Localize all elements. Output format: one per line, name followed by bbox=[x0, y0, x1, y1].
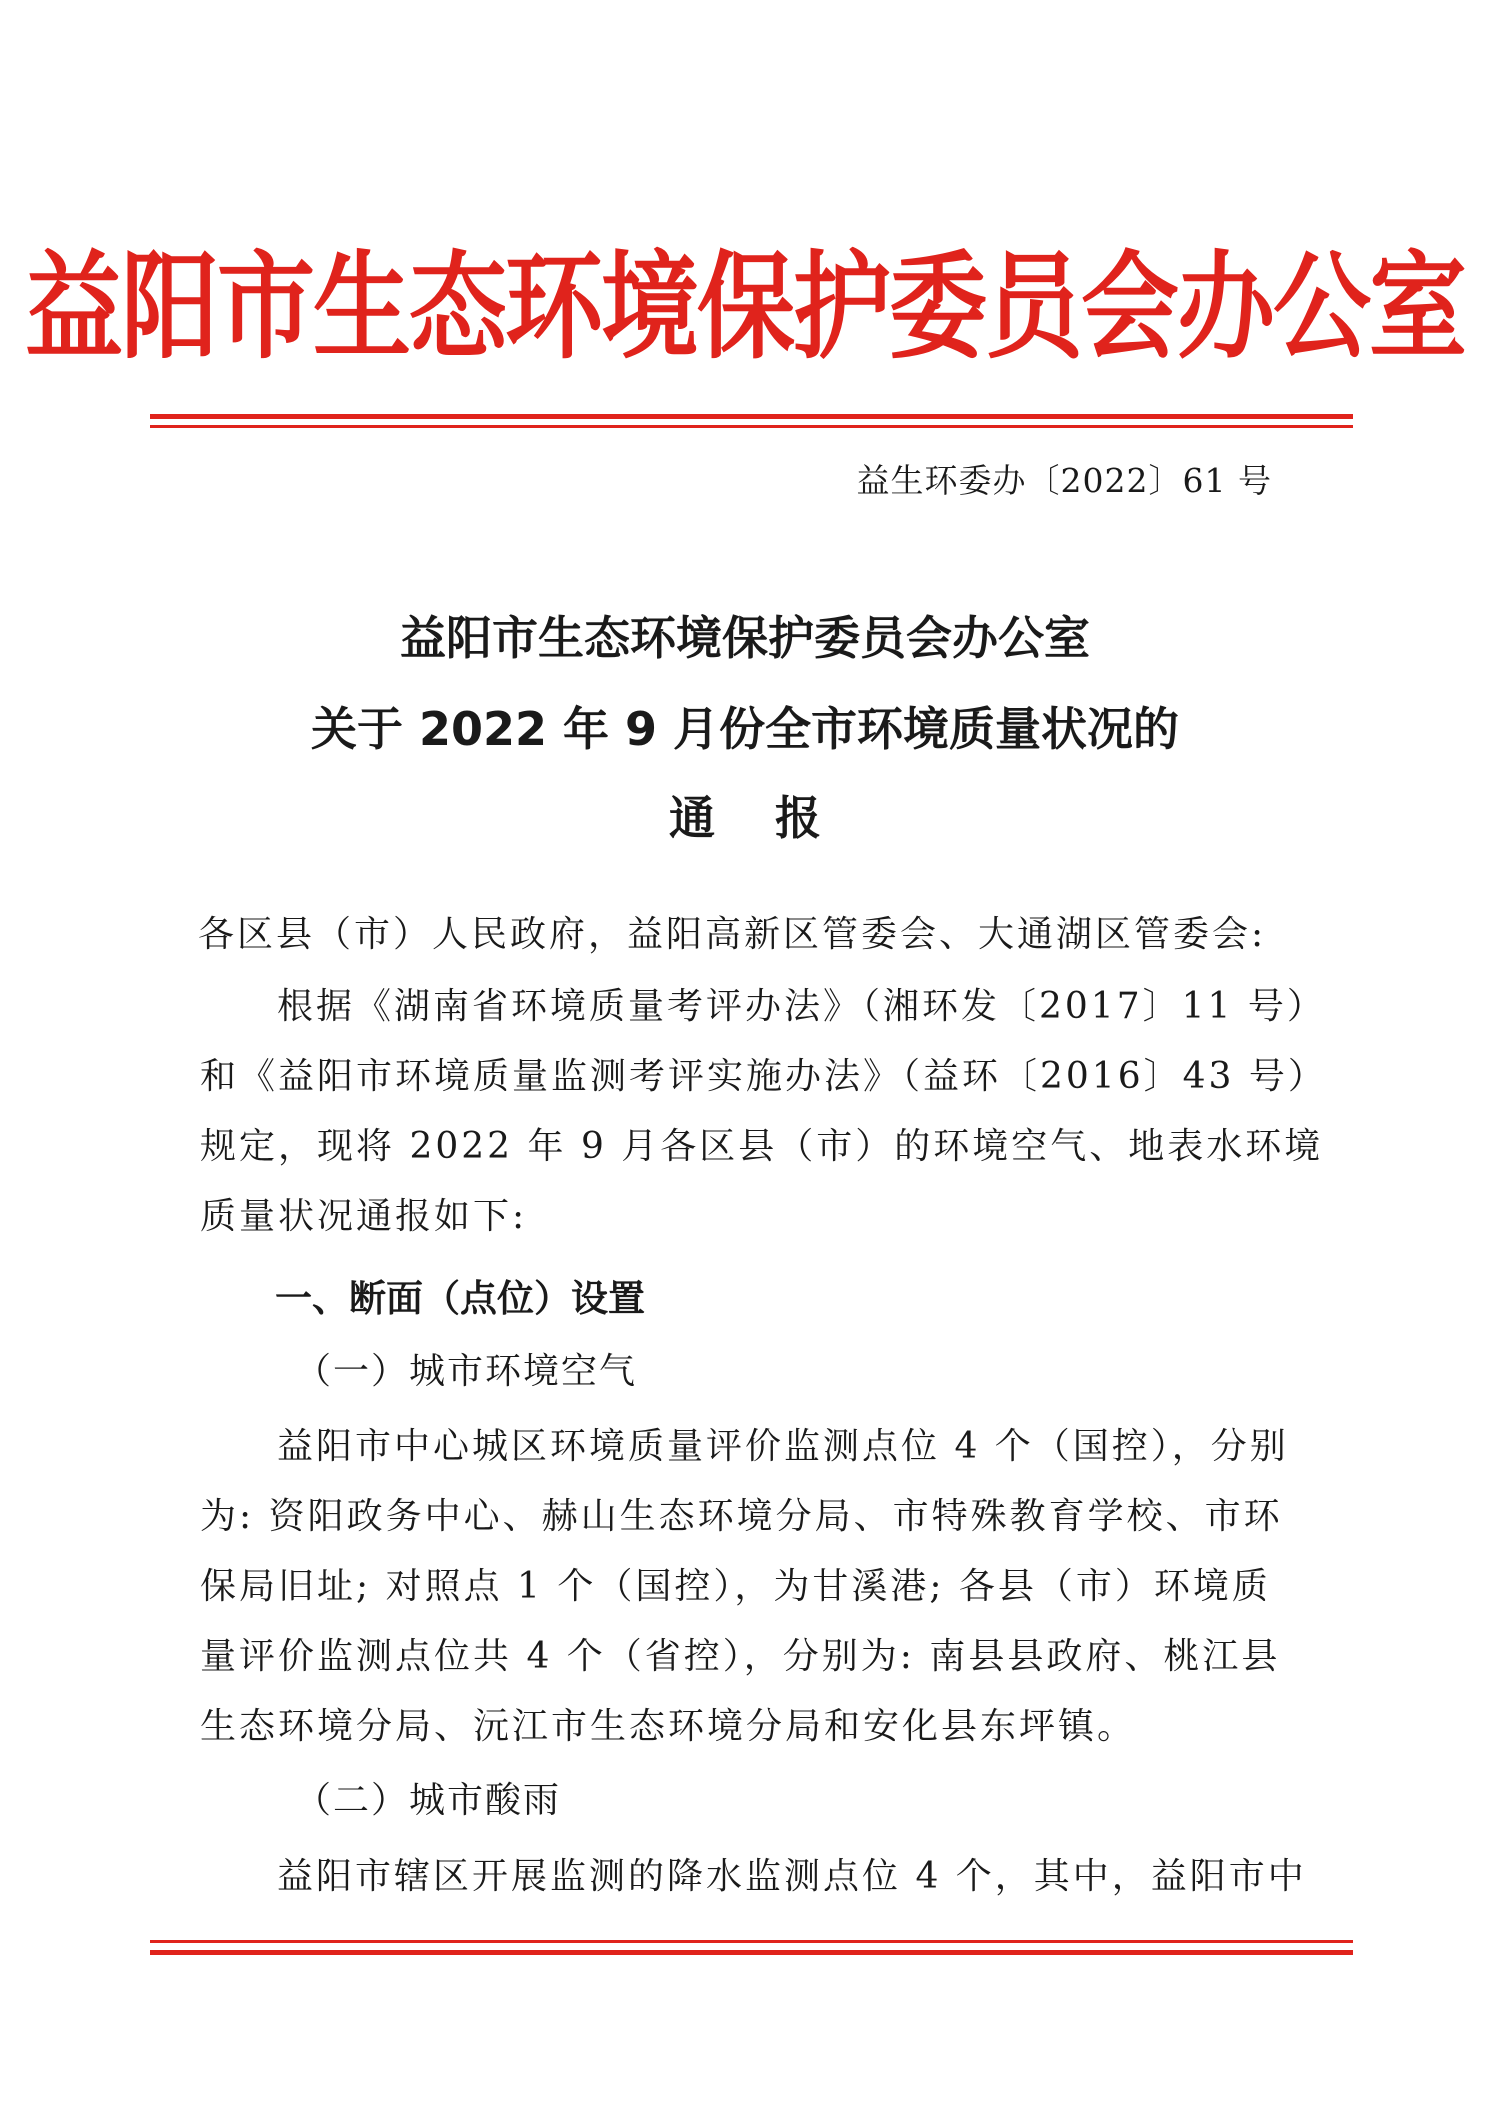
footer-rule-thin bbox=[150, 1940, 1353, 1943]
title-line-3: 通报 bbox=[669, 791, 881, 845]
salutation: 各区县（市）人民政府，益阳高新区管委会、大通湖区管委会: bbox=[198, 914, 1267, 955]
footer-rule-thick bbox=[150, 1950, 1353, 1955]
document-number: 益生环委办〔2022〕61 号 bbox=[856, 461, 1272, 500]
paragraph-line: 和《益阳市环境质量监测考评实施办法》（益环〔2016〕43 号） bbox=[200, 1056, 1327, 1097]
title-line-2: 关于 2022 年 9 月份全市环境质量状况的 bbox=[310, 702, 1180, 756]
paragraph-line: 益阳市中心城区环境质量评价监测点位 4 个（国控），分别 bbox=[277, 1426, 1289, 1467]
subsection-heading-1: （一）城市环境空气 bbox=[295, 1351, 638, 1392]
masthead-org-name: 益阳市生态环境保护委员会办公室 bbox=[25, 240, 1466, 376]
section-heading-1: 一、断面（点位）设置 bbox=[275, 1277, 645, 1320]
masthead-rule-thin bbox=[150, 425, 1353, 428]
paragraph-line: 根据《湖南省环境质量考评办法》（湘环发〔2017〕11 号） bbox=[277, 986, 1326, 1027]
title-line-1: 益阳市生态环境保护委员会办公室 bbox=[400, 611, 1090, 665]
paragraph-line: 规定，现将 2022 年 9 月各区县（市）的环境空气、地表水环境 bbox=[200, 1126, 1324, 1167]
subsection-heading-2: （二）城市酸雨 bbox=[295, 1780, 562, 1821]
paragraph-line: 益阳市辖区开展监测的降水监测点位 4 个，其中，益阳市中 bbox=[277, 1856, 1307, 1897]
paragraph-line: 保局旧址; 对照点 1 个（国控），为甘溪港; 各县（市）环境质 bbox=[200, 1566, 1271, 1607]
paragraph-line: 生态环境分局、沅江市生态环境分局和安化县东坪镇。 bbox=[200, 1706, 1137, 1747]
masthead-rule-thick bbox=[150, 414, 1353, 419]
paragraph-line: 量评价监测点位共 4 个（省控），分别为: 南县县政府、桃江县 bbox=[200, 1636, 1281, 1677]
paragraph-line: 质量状况通报如下: bbox=[200, 1196, 528, 1237]
paragraph-line: 为: 资阳政务中心、赫山生态环境分局、市特殊教育学校、市环 bbox=[200, 1496, 1283, 1537]
